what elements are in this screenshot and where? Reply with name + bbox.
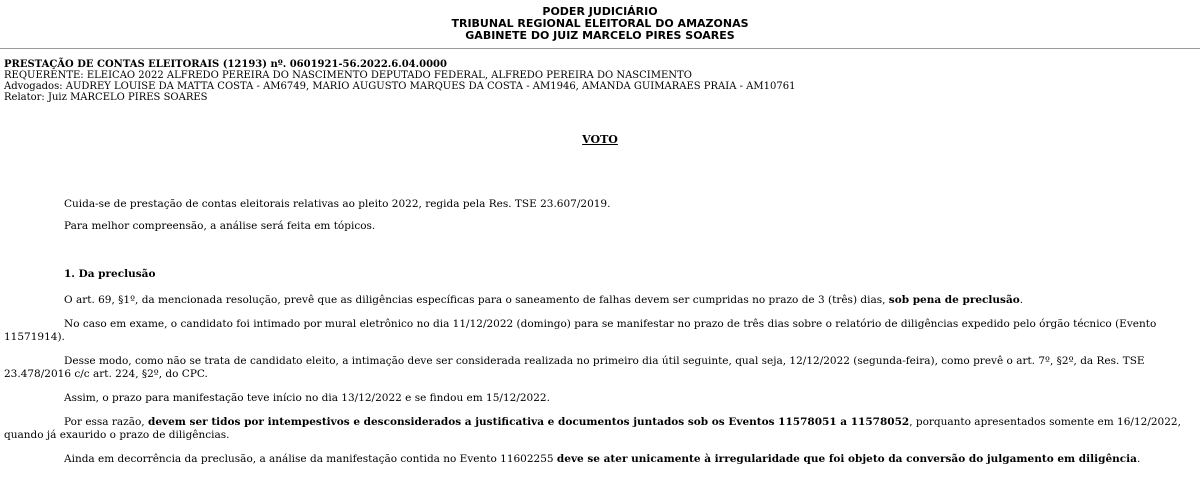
paragraph-manifestacao [4, 453, 1194, 466]
paragraph-art69 [4, 294, 1194, 307]
relator-line: Relator: Juiz MARCELO PIRES SOARES [4, 92, 208, 103]
vote-title: VOTO [582, 133, 618, 146]
paragraph-intimacao: No caso em exame, o candidato foi intimado por mural eletrônico no dia 11/12/2022 (domingo) para se manifestar no prazo de três dias sobre o relatório de diligências expedido pelo órgão técnico (Evento 11571914). [4, 318, 1157, 343]
paragraph-art69-text: O art. 69, §1º, da mencionada resolução, prevê que as diligências específicas para o saneamento de falhas devem ser cumpridas no prazo de 3 (três) dias, [64, 294, 889, 306]
paragraph-intempestivos-end: , porquanto apresentados somente em 16/12/2022, quando já exaurido o prazo de diligências. [4, 416, 1181, 441]
case-metadata [0, 49, 1200, 103]
advogados-line: Advogados: AUDREY LOUISE DA MATTA COSTA - AM6749, MARIO AUGUSTO MARQUES DA COSTA - AM1946, AMANDA GUIMARAES PRAIA - AM10761 [4, 81, 796, 92]
paragraph-manifestacao-emphasis: deve se ater unicamente à irregularidade que foi objeto da conversão do julgamento em diligência [556, 453, 1137, 465]
process-number: PRESTAÇÃO DE CONTAS ELEITORAIS (12193) nº. 0601921-56.2022.6.04.0000 [4, 59, 447, 70]
paragraph-art69-end: . [1019, 294, 1024, 306]
header-line-judiciary: PODER JUDICIÁRIO [542, 5, 658, 18]
document-body [0, 198, 1200, 466]
paragraph-art69-emphasis: sob pena de preclusão [888, 294, 1020, 306]
paragraph-topics: Para melhor compreensão, a análise será feita em tópicos. [64, 220, 376, 232]
paragraph-intro: Cuida-se de prestação de contas eleitorais relativas ao pleito 2022, regida pela Res. TSE 23.607/2019. [64, 198, 611, 210]
header-line-cabinet: GABINETE DO JUIZ MARCELO PIRES SOARES [465, 29, 735, 42]
paragraph-intempestivos-text: Por essa razão, [64, 416, 148, 428]
paragraph-intempestivos-emphasis: devem ser tidos por intempestivos e desconsiderados a justificativa e documentos juntados sob os Eventos 11578051 a 11578052 [147, 416, 910, 428]
document-header [0, 0, 1200, 42]
paragraph-manifestacao-end: . [1136, 453, 1141, 465]
requerente-line: REQUERENTE: ELEICAO 2022 ALFREDO PEREIRA DO NASCIMENTO DEPUTADO FEDERAL, ALFREDO PEREIRA DO NASCIMENTO [4, 70, 692, 81]
paragraph-prazo-fim: Assim, o prazo para manifestação teve início no dia 13/12/2022 e se findou em 15/12/2022. [64, 392, 550, 404]
header-line-court: TRIBUNAL REGIONAL ELEITORAL DO AMAZONAS [451, 17, 749, 30]
paragraph-prazo-inicio: Desse modo, como não se trata de candidato eleito, a intimação deve ser considerada realizada no primeiro dia útil seguinte, qual seja, 12/12/2022 (segunda-feira), como prevê o art. 7º, §2º, da Res. TSE 23.478/2016 c/c art. 224, §2º, do CPC. [4, 355, 1145, 380]
paragraph-manifestacao-text: Ainda em decorrência da preclusão, a análise da manifestação contida no Evento 11602255 [64, 453, 557, 465]
paragraph-intempestivos [4, 416, 1194, 442]
section-title-preclusao: 1. Da preclusão [64, 268, 156, 280]
